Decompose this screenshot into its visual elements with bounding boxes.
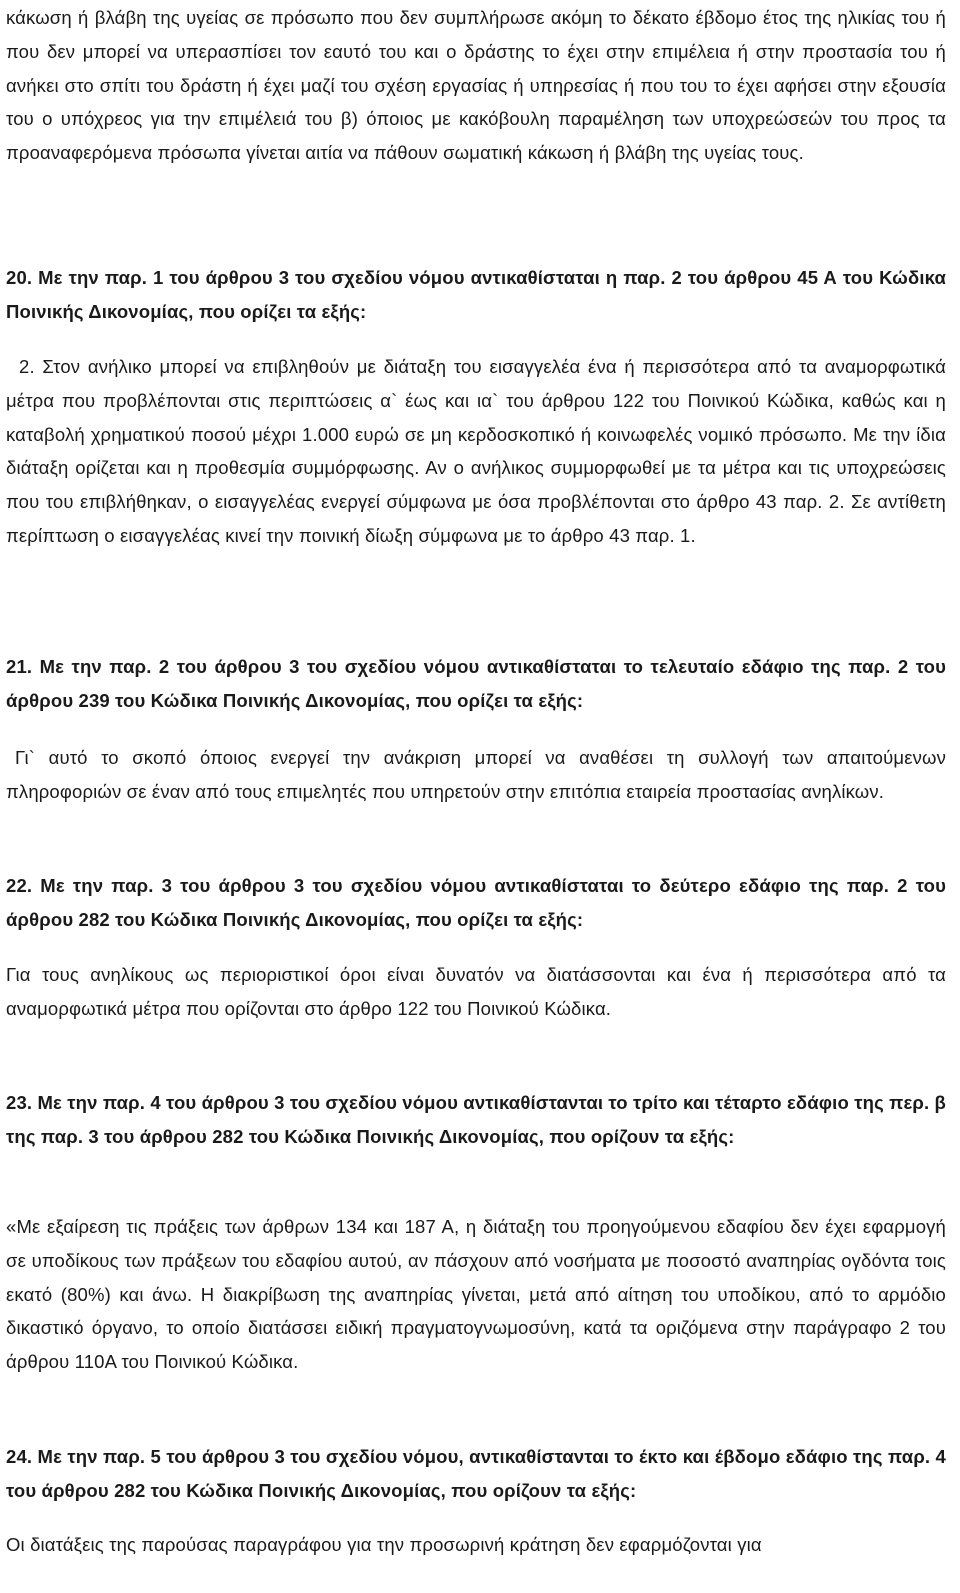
section-24-body: Οι διατάξεις της παρούσας παραγράφου για την προσωρινή κράτηση δεν εφαρμόζονται για (6, 1534, 762, 1555)
section-21-body: Γι` αυτό το σκοπό όποιος ενεργεί την ανάκριση μπορεί να αναθέσει τη συλλογή των απαιτούμενων πληροφοριών σε έναν από τους επιμελητές που υπηρετούν στην επιτόπια εταιρεία προστασίας ανηλίκων. (6, 747, 946, 802)
section-23-body: «Με εξαίρεση τις πράξεις των άρθρων 134 και 187 Α, η διάταξη του προηγούμενου εδαφίου δεν έχει εφαρμογή σε υποδίκους των πράξεων του εδαφίου αυτού, αν πάσχουν από νοσήματα με ποσοστό αναπηρίας ογδόντα τοις εκατό (80%) και άνω. Η διακρίβωση της αναπηρίας γίνεται, μετά από αίτηση του υποδίκου, από το αρμόδιο δικαστικό όργανο, το οποίο διατάσσει ειδική πραγματογνωμοσύνη, κατά τα οριζόμενα στην παράγραφο 2 του άρθρου 110Α του Ποινικού Κώδικα. (6, 1216, 946, 1373)
section-21-heading: 21. Με την παρ. 2 του άρθρου 3 του σχεδίου νόμου αντικαθίσταται το τελευταίο εδάφιο της παρ. 2 του άρθρου 239 του Κώδικα Ποινικής Δικονομίας, που ορίζει τα εξής: (6, 656, 946, 711)
intro-paragraph: κάκωση ή βλάβη της υγείας σε πρόσωπο που δεν συμπλήρωσε ακόμη το δέκατο έβδομο έτος της ηλικίας του ή που δεν μπορεί να υπερασπίσει τον εαυτό του και ο δράστης το έχει στην επιμέλεια ή στην προστασία του ή ανήκει στο σπίτι του δράστη ή έχει μαζί του σχέση εργασίας ή υπηρεσίας ή που του το έχει αφήσει στην εξουσία του ο υπόχρεος για την επιμέλειά του β) όποιος με κακόβουλη παραμέληση των υποχρεώσεών του προς τα προαναφερόμενα πρόσωπα γίνεται αιτία να πάθουν σωματική κάκωση ή βλάβη της υγείας τους. (6, 7, 946, 164)
section-20-heading: 20. Με την παρ. 1 του άρθρου 3 του σχεδίου νόμου αντικαθίσταται η παρ. 2 του άρθρου 45 Α του Κώδικα Ποινικής Δικονομίας, που ορίζει τα εξής: (6, 267, 946, 322)
section-23-heading: 23. Με την παρ. 4 του άρθρου 3 του σχεδίου νόμου αντικαθίστανται το τρίτο και τέταρτο εδάφιο της περ. β της παρ. 3 του άρθρου 282 του Κώδικα Ποινικής Δικονομίας, που ορίζουν τα εξής: (6, 1092, 946, 1147)
section-22-body: Για τους ανηλίκους ως περιοριστικοί όροι είναι δυνατόν να διατάσσονται και ένα ή περισσότερα από τα αναμορφωτικά μέτρα που ορίζονται στο άρθρο 122 του Ποινικού Κώδικα. (6, 964, 946, 1019)
section-24-heading: 24. Με την παρ. 5 του άρθρου 3 του σχεδίου νόμου, αντικαθίστανται το έκτο και έβδομο εδάφιο της παρ. 4 του άρθρου 282 του Κώδικα Ποινικής Δικονομίας, που ορίζουν τα εξής: (6, 1446, 946, 1501)
section-20-body: 2. Στον ανήλικο μπορεί να επιβληθούν με διάταξη του εισαγγελέα ένα ή περισσότερα από τα αναμορφωτικά μέτρα που προβλέπονται στις περιπτώσεις α` έως και ια` του άρθρου 122 του Ποινικού Κώδικα, καθώς και η καταβολή χρηματικού ποσού μέχρι 1.000 ευρώ σε μη κερδοσκοπικό ή κοινωφελές νομικό πρόσωπο. Με την ίδια διάταξη ορίζεται και η προθεσμία συμμόρφωσης. Αν ο ανήλικος συμμορφωθεί με τα μέτρα και τις υποχρεώσεις που του επιβλήθηκαν, ο εισαγγελέας ενεργεί σύμφωνα με όσα προβλέπονται στο άρθρο 43 παρ. 2. Σε αντίθετη περίπτωση ο εισαγγελέας κινεί την ποινική δίωξη σύμφωνα με το άρθρο 43 παρ. 1. (6, 356, 946, 546)
section-22-heading: 22. Με την παρ. 3 του άρθρου 3 του σχεδίου νόμου αντικαθίσταται το δεύτερο εδάφιο της παρ. 2 του άρθρου 282 του Κώδικα Ποινικής Δικονομίας, που ορίζει τα εξής: (6, 875, 946, 930)
